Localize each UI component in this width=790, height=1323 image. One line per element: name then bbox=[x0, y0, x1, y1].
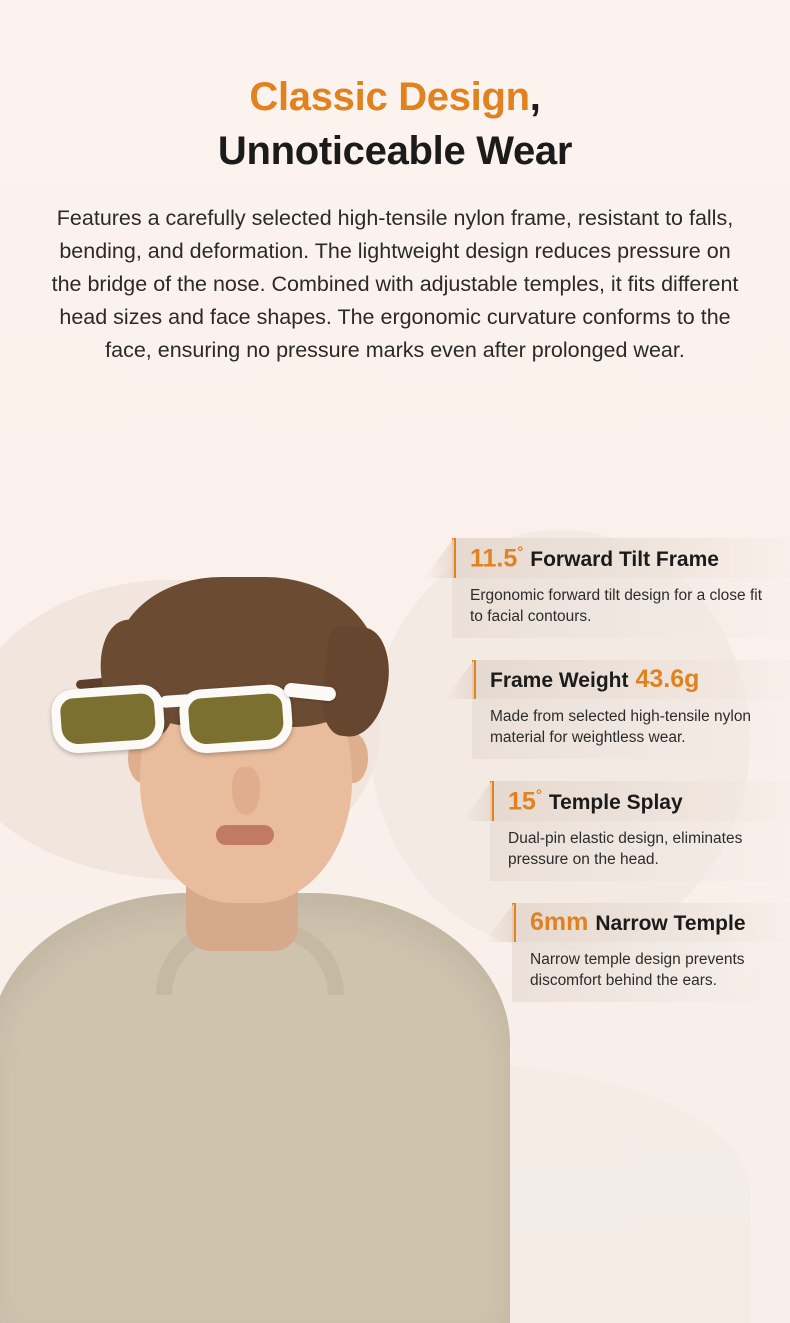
callout-header bbox=[452, 538, 790, 578]
callout-narrow-temple bbox=[512, 903, 790, 1002]
callout-frame-weight bbox=[472, 660, 790, 759]
callout-header bbox=[472, 660, 790, 699]
degree-symbol: ° bbox=[535, 787, 542, 805]
page-title-line-1 bbox=[0, 72, 790, 122]
smart-glasses bbox=[48, 677, 324, 763]
feature-callout-list bbox=[422, 538, 790, 1024]
lens-right bbox=[178, 683, 294, 755]
callout-metric: 15° bbox=[508, 787, 542, 816]
callout-label: Narrow Temple bbox=[595, 912, 746, 936]
lips bbox=[216, 825, 274, 845]
callout-metric: 11.5° bbox=[470, 544, 524, 573]
lens-left bbox=[50, 683, 166, 755]
callout-description: Dual-pin elastic design, eliminates pressure on the head. bbox=[490, 821, 790, 881]
callout-metric: 6mm bbox=[530, 908, 589, 937]
callout-label: Temple Splay bbox=[548, 791, 683, 815]
callout-description: Ergonomic forward tilt design for a close fit to facial contours. bbox=[452, 578, 790, 638]
degree-symbol: ° bbox=[517, 544, 524, 561]
callout-header bbox=[512, 903, 790, 942]
page-description: Features a carefully selected high-tensile nylon frame, resistant to falls, bending, and deformation. The lightweight design reduces pressure on the bridge of the nose. Combined with adjustable temples, it fits different head sizes and face shapes. The ergonomic curvature conforms to the face, ensuring no pressure marks even after prolonged wear. bbox=[51, 206, 739, 362]
nose-bridge bbox=[160, 694, 193, 708]
nose bbox=[232, 767, 260, 815]
callout-description: Made from selected high-tensile nylon material for weightless wear. bbox=[472, 699, 790, 759]
model-illustration bbox=[20, 493, 490, 1323]
callout-description: Narrow temple design prevents discomfort behind the ears. bbox=[512, 942, 790, 1002]
callout-label: Forward Tilt Frame bbox=[530, 548, 719, 572]
callout-temple-splay bbox=[490, 781, 790, 881]
callout-header bbox=[490, 781, 790, 821]
page-header bbox=[0, 0, 790, 366]
page-title-line-2: Unnoticeable Wear bbox=[217, 129, 573, 173]
callout-label: Frame Weight bbox=[490, 669, 629, 693]
callout-metric: 43.6g bbox=[635, 665, 700, 694]
page-title-accent: Classic Design bbox=[249, 75, 530, 119]
page-title-comma: , bbox=[529, 75, 541, 119]
callout-forward-tilt-frame bbox=[452, 538, 790, 638]
